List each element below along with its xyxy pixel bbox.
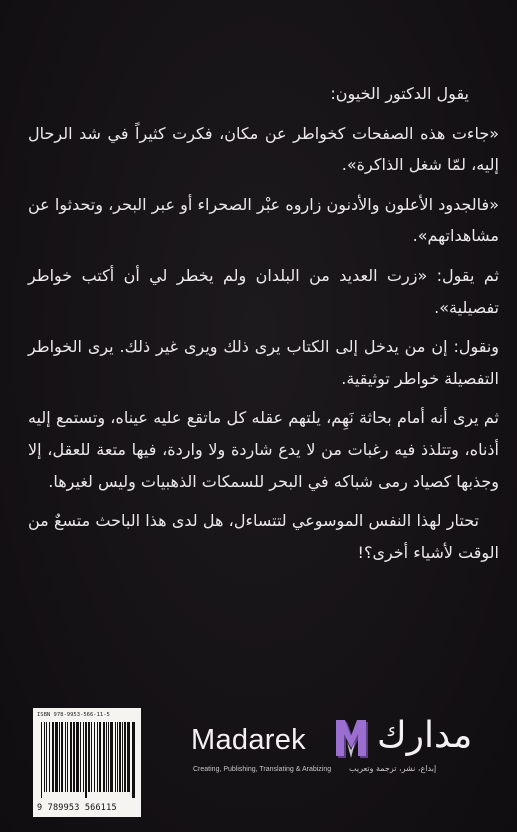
publisher-tagline-arabic: إبداع، نشر، ترجمة وتعريب bbox=[349, 764, 437, 773]
publisher-name-latin: Madarek bbox=[191, 724, 306, 756]
blurb-paragraph-6: ثم يرى أنه أمام بحاثة نَهِم، يلتهم عقله كل ماتقع عليه عيناه، وتستمع إليه أذناه، وتتلذذ فيه رغبات من لا يدع شاردة ولا واردة، فيها متعة للعقل، إلا وجذبها كصياد رمى شباكه في البحر للسمكات الذهبيات وليس لغيرها. bbox=[28, 408, 499, 491]
barcode-bar bbox=[49, 722, 50, 792]
blurb-paragraph-7: تحتار لهذا النفس الموسوعي لتتساءل، هل لدى هذا الباحث متسعٌ من الوقت لأشياء أخرى؟! bbox=[28, 511, 499, 562]
barcode-bar bbox=[70, 722, 72, 792]
barcode-bar bbox=[61, 722, 63, 792]
blurb-paragraph-5: ونقول: إن من يدخل إلى الكتاب يرى ذلك ويرى غير ذلك. يرى الخواطر التفصيلة خواطر توثيقية. bbox=[28, 337, 499, 388]
barcode-bar bbox=[85, 722, 87, 798]
barcode-digits: 9 789953 566115 bbox=[37, 803, 117, 813]
barcode-bar bbox=[94, 722, 95, 792]
barcode-bar bbox=[41, 722, 42, 798]
barcode-bar bbox=[76, 722, 79, 792]
publisher-name-arabic: مدارك bbox=[377, 715, 473, 756]
barcode-bar bbox=[122, 722, 123, 792]
blurb-paragraph-3: «فالجدود الأعلون والأدنون زاروه عبْر الصحراء أو عبر البحر، وتحدثوا عن مشاهداتهم». bbox=[28, 194, 499, 246]
barcode-bar bbox=[110, 722, 113, 792]
barcode-bar bbox=[99, 722, 101, 792]
barcode-bar bbox=[127, 722, 130, 792]
blurb-paragraph-1: يقول الدكتور الخيون: bbox=[330, 84, 469, 103]
barcode-bar bbox=[97, 722, 98, 792]
barcode-bar bbox=[88, 722, 90, 792]
blurb-paragraph-2: «جاءت هذه الصفحات كخواطر عن مكان، فكرت كثيراً في شد الرحال إليه، لمّا شغل الذاكرة». bbox=[28, 123, 499, 175]
barcode-bar bbox=[65, 722, 66, 792]
madarek-m-icon bbox=[333, 718, 373, 762]
barcode-bar bbox=[55, 722, 58, 792]
barcode-bar bbox=[52, 722, 54, 792]
barcode-bar bbox=[80, 722, 81, 792]
barcode-bar bbox=[119, 722, 121, 792]
barcode-bar bbox=[108, 722, 109, 792]
publisher-tagline-english: Creating, Publishing, Translating & Arabizing bbox=[193, 766, 332, 773]
blurb-text bbox=[28, 78, 499, 576]
barcode-bar bbox=[106, 722, 107, 792]
barcode-bar bbox=[91, 722, 92, 792]
barcode-bar bbox=[132, 722, 135, 798]
barcode-bar bbox=[44, 722, 45, 792]
barcode-bar bbox=[103, 722, 105, 792]
barcode-bar bbox=[73, 722, 75, 792]
isbn-text: ISBN 978-9953-566-11-5 bbox=[37, 712, 110, 718]
barcode-bar bbox=[115, 722, 116, 792]
barcode-panel bbox=[33, 708, 141, 817]
barcode-bar bbox=[67, 722, 68, 792]
barcode-bar bbox=[124, 722, 126, 792]
barcode-bar bbox=[46, 722, 47, 792]
barcode-bar bbox=[59, 722, 60, 792]
barcode-bars bbox=[39, 722, 135, 798]
barcode-bar bbox=[117, 722, 118, 792]
publisher-logo bbox=[191, 712, 491, 782]
barcode-bar bbox=[83, 722, 84, 792]
blurb-paragraph-4: ثم يقول: «زرت العديد من البلدان ولم يخطر لي أن أكتب خواطر تفصيلية». bbox=[28, 265, 499, 317]
